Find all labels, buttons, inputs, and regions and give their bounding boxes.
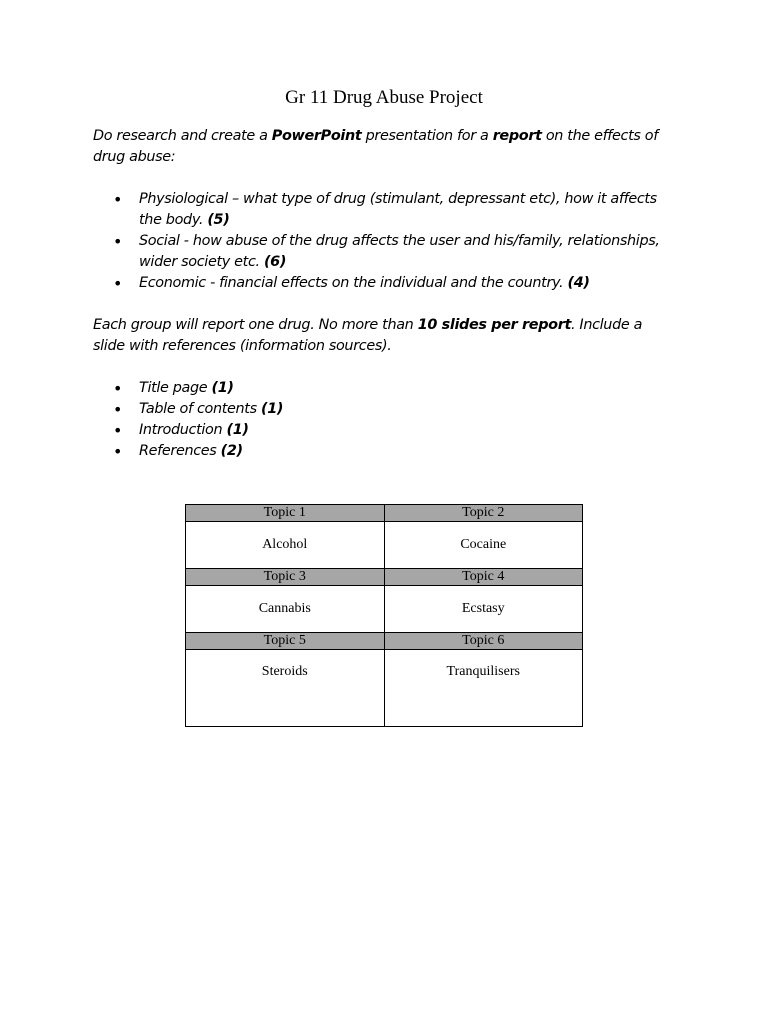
list-item-references (93, 441, 673, 462)
table-row (186, 522, 583, 569)
topic-label-cell: Topic 2 (384, 505, 583, 522)
report-paragraph (93, 315, 673, 357)
intro-bold-report: report (492, 128, 542, 144)
list-item-title-page (93, 378, 673, 399)
slide-text: Table of contents (139, 401, 261, 417)
slide-marks: (1) (226, 422, 249, 438)
slides-list (93, 378, 673, 462)
topic-drug-cell: Steroids (186, 650, 385, 727)
table-row (186, 650, 583, 727)
slide-marks: (1) (211, 380, 234, 396)
report-text-1: Each group will report one drug. No more than (93, 317, 418, 333)
intro-text-3: on the effects of drug abuse: (93, 128, 658, 165)
effect-text: Physiological – what type of drug (stimulant, depressant etc), how it affects the body. (139, 191, 657, 228)
slide-text: Title page (139, 380, 212, 396)
list-item-economic (93, 273, 673, 294)
topic-drug-cell: Ecstasy (384, 586, 583, 633)
intro-bold-powerpoint: PowerPoint (271, 128, 362, 144)
effect-marks: (6) (263, 254, 287, 270)
slide-marks: (2) (220, 443, 243, 459)
list-item-table-of-contents (93, 399, 673, 420)
report-bold-slides: 10 slides per report (417, 317, 571, 333)
list-item-introduction (93, 420, 673, 441)
topic-label-cell: Topic 6 (384, 633, 583, 650)
effect-text: Economic - financial effects on the individual and the country. (139, 275, 568, 291)
topic-label-cell: Topic 5 (186, 633, 385, 650)
intro-text-2: presentation for a (361, 128, 493, 144)
topic-label-cell: Topic 1 (186, 505, 385, 522)
document-title: Gr 11 Drug Abuse Project (285, 87, 483, 108)
intro-paragraph (93, 126, 673, 168)
intro-text-1: Do research and create a (93, 128, 272, 144)
effect-marks: (4) (567, 275, 590, 291)
slide-text: Introduction (139, 422, 227, 438)
slide-text: References (139, 443, 221, 459)
effect-text: Social - how abuse of the drug affects the user and his/family, relationships, wider society etc. (139, 233, 660, 270)
topic-drug-cell: Cocaine (384, 522, 583, 569)
effects-list (93, 189, 673, 294)
table-header-row (186, 505, 583, 522)
topics-table (185, 504, 583, 727)
slide-marks: (1) (260, 401, 284, 417)
list-item-social (93, 231, 673, 273)
list-item-physiological (93, 189, 673, 231)
topic-label-cell: Topic 3 (186, 569, 385, 586)
table-header-row (186, 633, 583, 650)
topic-drug-cell: Tranquilisers (384, 650, 583, 727)
report-text-2: . Include a slide with references (information sources). (93, 317, 643, 354)
topic-drug-cell: Cannabis (186, 586, 385, 633)
topic-label-cell: Topic 4 (384, 569, 583, 586)
table-row (186, 586, 583, 633)
table-header-row (186, 569, 583, 586)
topic-drug-cell: Alcohol (186, 522, 385, 569)
effect-marks: (5) (207, 212, 230, 228)
